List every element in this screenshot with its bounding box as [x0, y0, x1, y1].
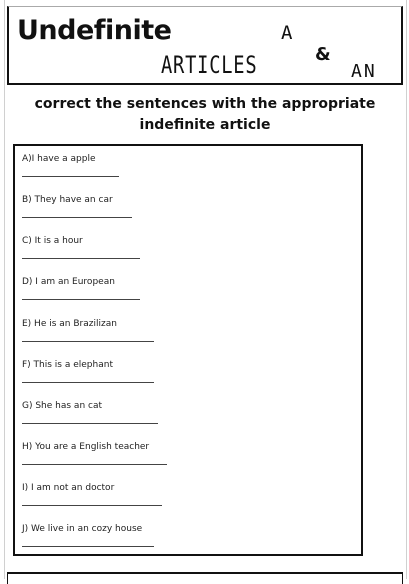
- title-header: [7, 6, 403, 85]
- exercise-text: B) They have an car: [22, 195, 113, 205]
- next-section-border: [7, 572, 403, 584]
- exercise-text: A)I have a apple: [22, 154, 96, 164]
- answer-line[interactable]: [22, 299, 140, 300]
- title-undefinite: Undefinite: [17, 15, 172, 46]
- answer-line[interactable]: [22, 217, 132, 218]
- answer-line[interactable]: [22, 546, 154, 547]
- exercise-item-i: [22, 483, 162, 523]
- answer-line[interactable]: [22, 382, 154, 383]
- answer-line[interactable]: [22, 505, 162, 506]
- answer-line[interactable]: [22, 423, 158, 424]
- exercise-item-a: [22, 154, 119, 194]
- exercise-text: H) You are a English teacher: [22, 442, 150, 452]
- exercise-item-j: [22, 524, 154, 564]
- title-ampersand: &: [315, 44, 331, 65]
- exercise-item-h: [22, 442, 167, 482]
- exercise-item-c: [22, 236, 140, 276]
- exercise-text: D) I am an European: [22, 277, 115, 287]
- title-letter-an: AN: [351, 61, 377, 82]
- exercise-item-e: [22, 319, 154, 359]
- exercise-box: [13, 144, 363, 556]
- instructions-line-2: indefinite article: [139, 117, 271, 133]
- answer-line[interactable]: [22, 341, 154, 342]
- answer-line[interactable]: [22, 258, 140, 259]
- exercise-item-g: [22, 401, 158, 441]
- exercise-text: E) He is an Brazilizan: [22, 319, 117, 329]
- exercise-item-d: [22, 277, 140, 317]
- answer-line[interactable]: [22, 176, 119, 177]
- exercise-item-b: [22, 195, 132, 235]
- instructions: [20, 94, 390, 136]
- exercise-text: I) I am not an doctor: [22, 483, 115, 493]
- exercise-text: J) We live in an cozy house: [22, 524, 143, 534]
- exercise-text: C) It is a hour: [22, 236, 83, 246]
- exercise-text: G) She has an cat: [22, 401, 103, 411]
- answer-line[interactable]: [22, 464, 167, 465]
- title-articles: ARTICLES: [161, 51, 258, 79]
- instructions-line-1: correct the sentences with the appropriate: [34, 96, 376, 112]
- exercise-text: F) This is a elephant: [22, 360, 113, 370]
- title-letter-a: A: [281, 22, 293, 44]
- exercise-item-f: [22, 360, 154, 400]
